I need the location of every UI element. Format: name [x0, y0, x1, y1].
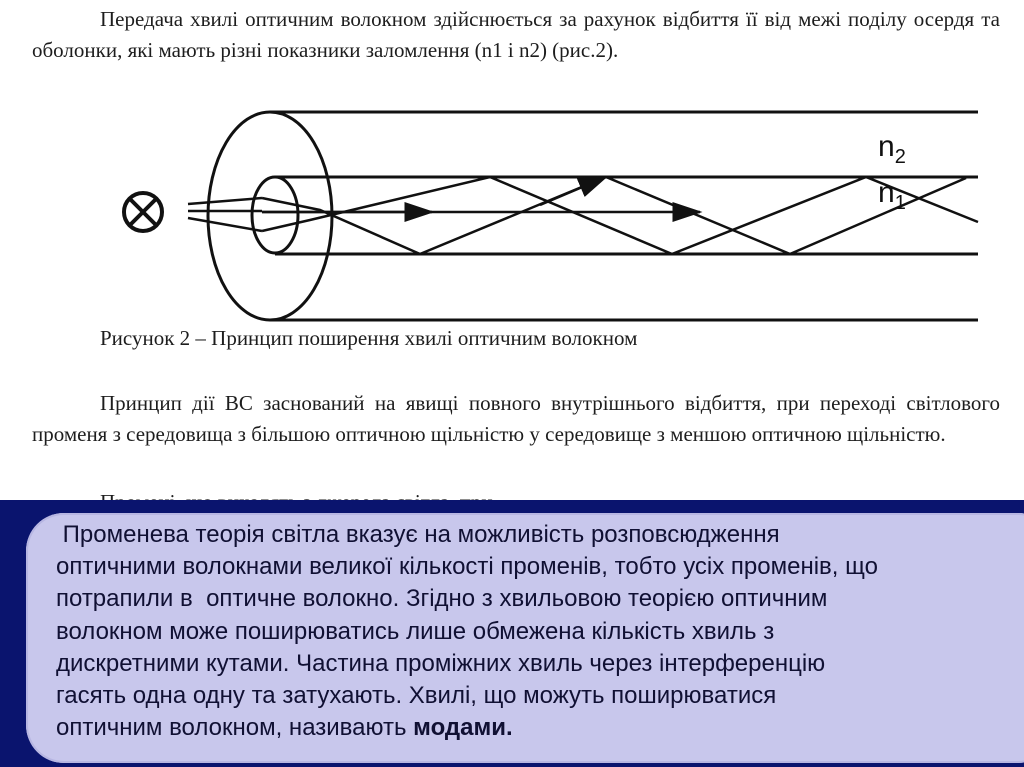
ray-zigzag-a [262, 177, 966, 254]
ray-in-1 [188, 198, 262, 204]
core-end-ellipse [252, 177, 298, 253]
cladding-end-ellipse [208, 112, 332, 320]
callout-text: Променева теорія світла вказує на можливість розповсюдження оптичними волокнами великої кількості променів, тобто усіх променів, що потрапили в оптичне волокно. Згідно з хвильовою теорією оптичним волокном може поширюватись лише обмежена кількість хвиль з дискретними кутами. Частина проміжних хвиль через інтерференцію гасять одна одну та затухають. Хвилі, що можуть поширюватися оптичним волокном, називають модами. [56, 521, 878, 742]
term-modes: модами. [413, 714, 513, 742]
paragraph-principle: Принцип дії ВС заснований на явищі повного внутрішнього відбиття, при переході світлового променя з середовища з більшою оптичною щільністю у середовище з меншою оптичною щільністю. [32, 391, 1000, 446]
fiber-diagram [0, 0, 1024, 330]
paragraph-intro: Передача хвилі оптичним волокном здійснюється за рахунок відбиття її від межі поділу осердя та оболонки, які мають різні показники заломлення (n1 і n2) (рис.2). [32, 7, 1000, 62]
figure-caption: Рисунок 2 – Принцип поширення хвилі оптичним волокном [100, 326, 638, 350]
label-n2: $n_2$ [878, 130, 906, 168]
ray-zigzag-a-arrow [540, 177, 606, 205]
light-source-icon [124, 193, 162, 231]
ray-zigzag-b [262, 177, 978, 254]
label-n1: $n_1$ [878, 176, 906, 214]
